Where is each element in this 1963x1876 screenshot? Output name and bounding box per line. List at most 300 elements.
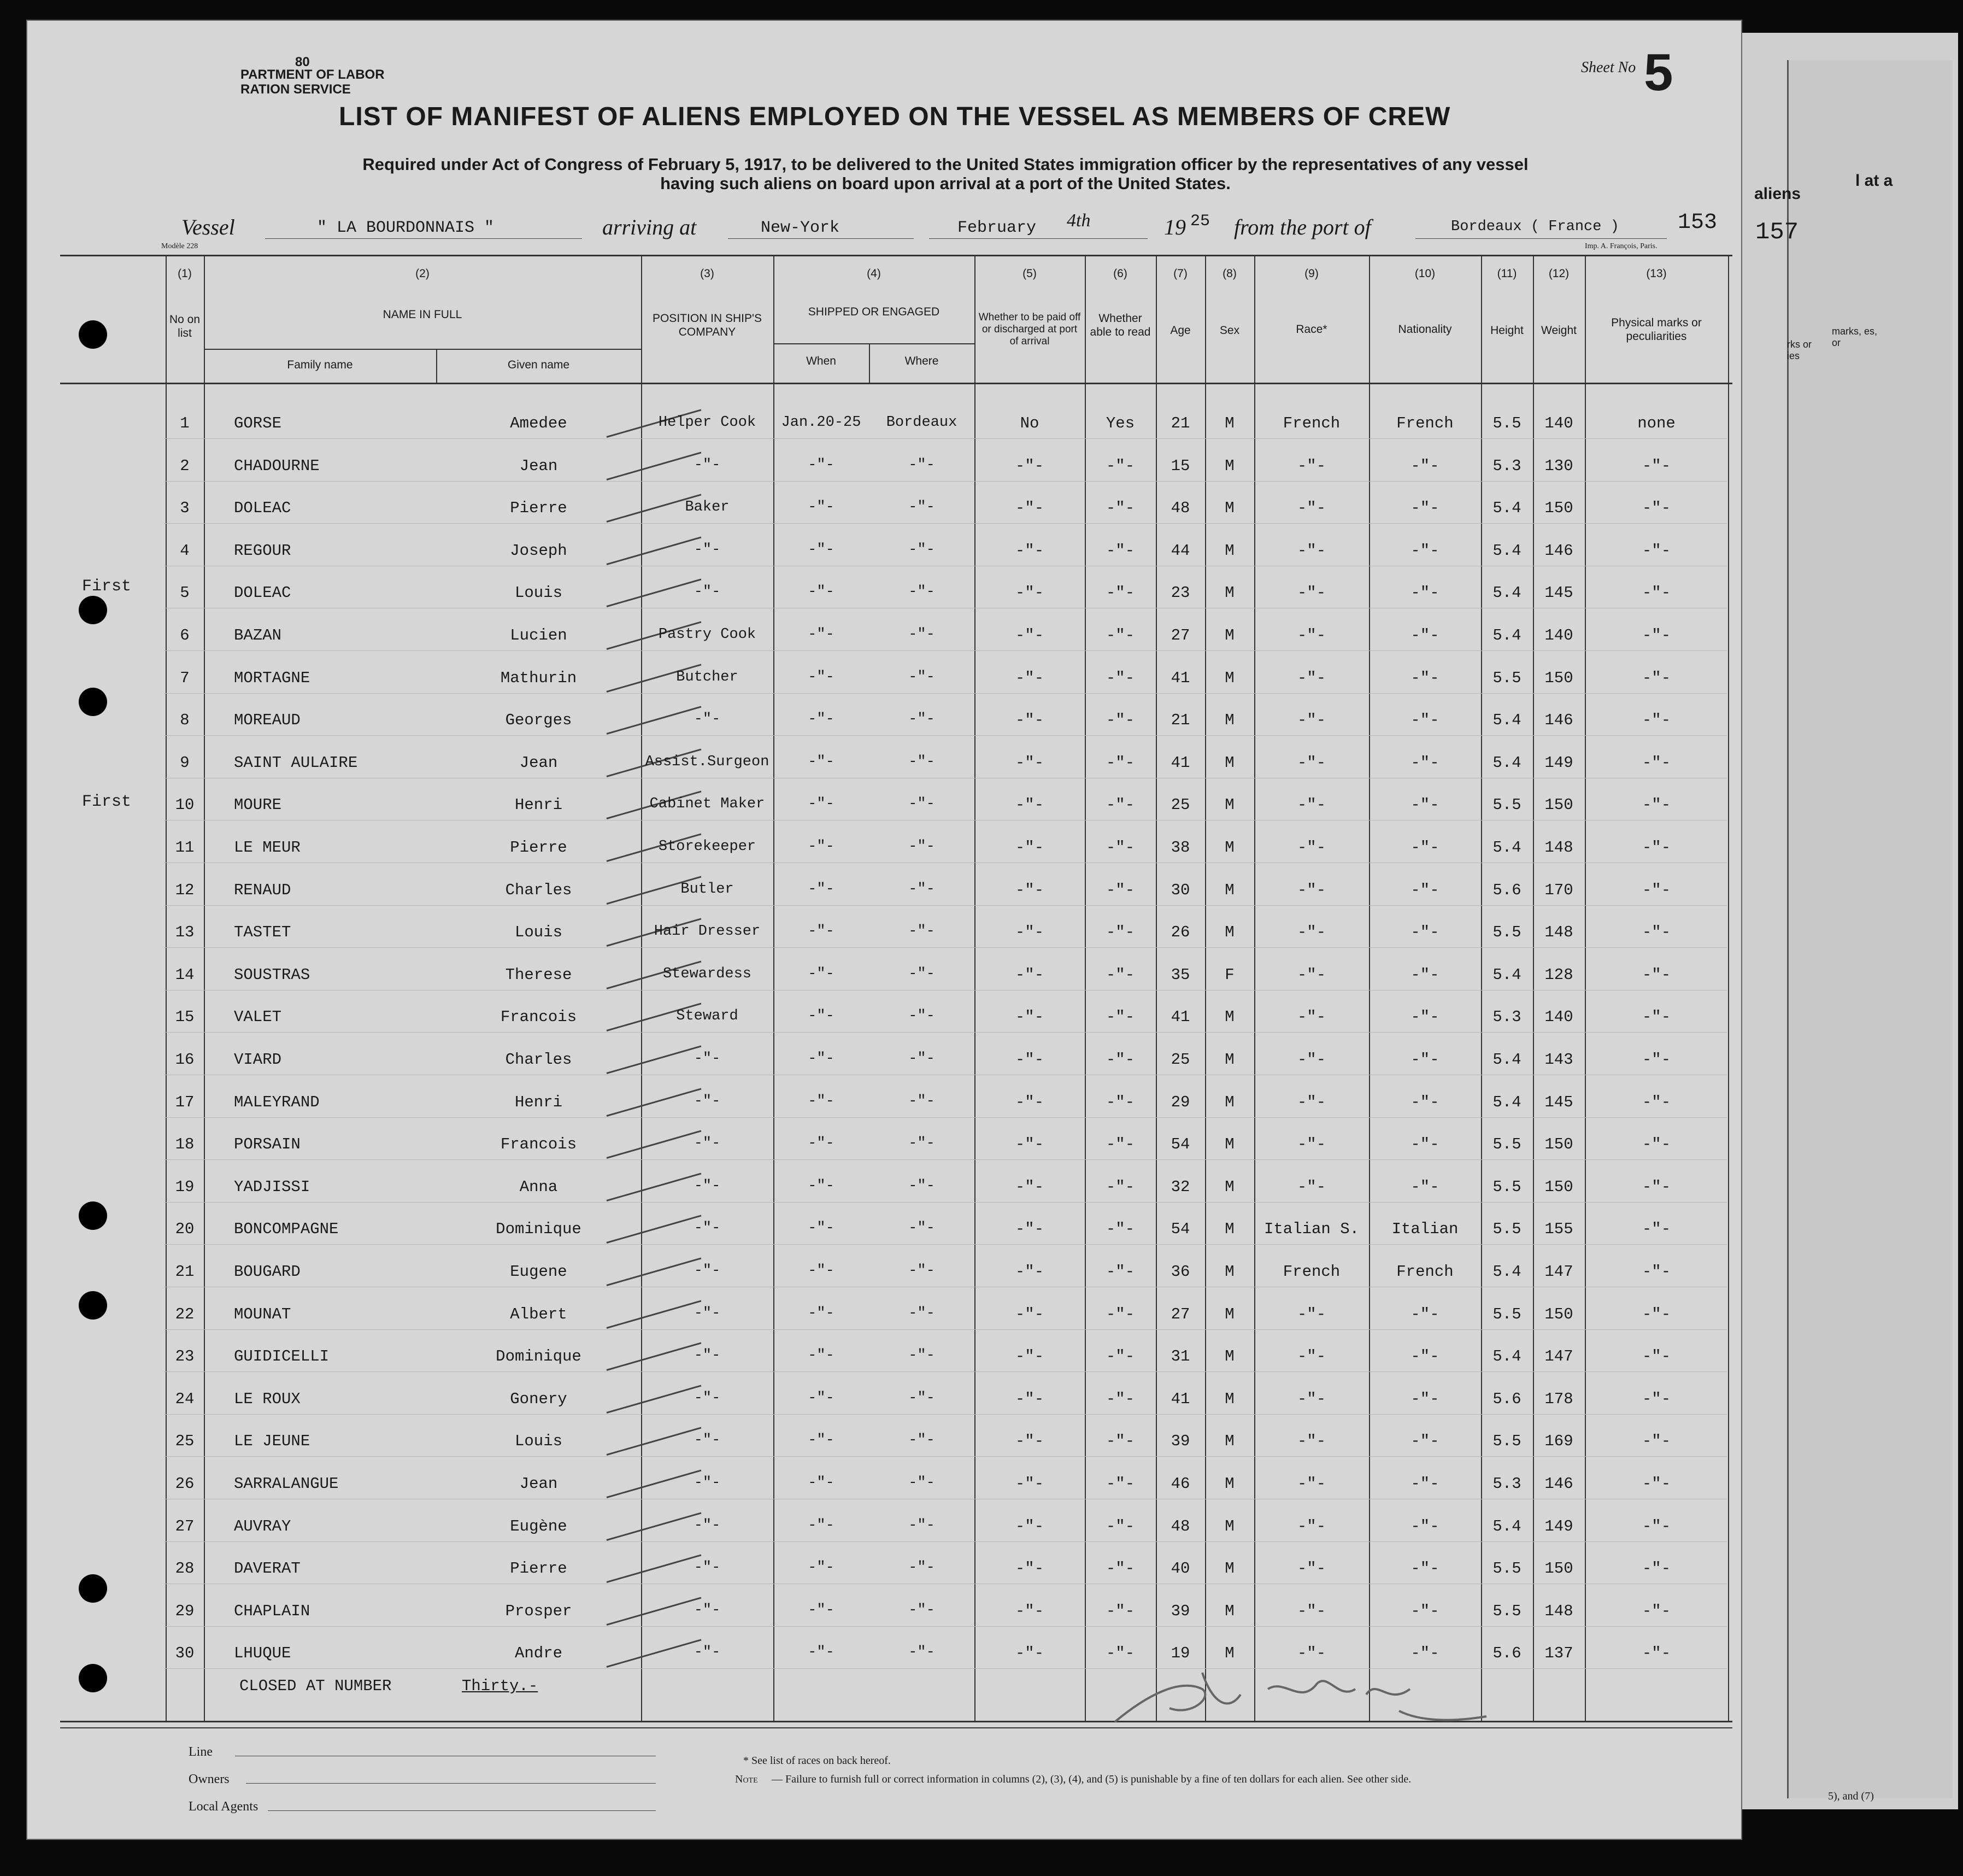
row-17-height: 5.4 [1492, 1093, 1521, 1111]
row-11-family: LE MEUR [234, 839, 301, 857]
row-14-no: 14 [175, 966, 195, 984]
row-12-age: 30 [1171, 881, 1190, 899]
row-13-family: TASTET [234, 923, 291, 941]
from-port-label: from the port of [1234, 215, 1371, 239]
row-9-marks: -"- [1642, 754, 1671, 772]
row-16-family: VIARD [234, 1051, 282, 1069]
row-30-family: LHUQUE [234, 1644, 291, 1662]
row-28-given: Pierre [510, 1560, 567, 1578]
row-21-given: Eugene [510, 1263, 567, 1281]
footer-owners-field [246, 1783, 656, 1784]
row-3-family: DOLEAC [234, 499, 291, 517]
row-27-no: 27 [175, 1517, 195, 1535]
row-ruling [164, 947, 1727, 948]
row-27-read: -"- [1106, 1517, 1135, 1535]
row-18-paid: -"- [1015, 1135, 1044, 1153]
row-1-read: Yes [1106, 414, 1135, 432]
row-14-position: Stewardess [662, 966, 752, 982]
row-24-where: -"- [908, 1390, 935, 1406]
row-20-sex: M [1225, 1220, 1235, 1238]
row-15-weight: 140 [1544, 1008, 1573, 1026]
row-16-where: -"- [908, 1051, 935, 1067]
row-25-marks: -"- [1642, 1432, 1671, 1450]
row-14-sex: F [1225, 966, 1235, 984]
row-9-paid: -"- [1015, 754, 1044, 772]
row-22-given: Albert [510, 1305, 567, 1323]
row-7-given: Mathurin [500, 669, 577, 687]
row-29-where: -"- [908, 1602, 935, 1619]
col5-label: Whether to be paid off or discharged at port of arrival [978, 312, 1081, 347]
row-1-given: Amedee [510, 414, 567, 432]
year-prefix: 19 [1164, 215, 1186, 239]
row-25-age: 39 [1171, 1432, 1190, 1450]
row-27-weight: 149 [1544, 1517, 1573, 1535]
subheader-line-names [204, 349, 641, 350]
row-15-read: -"- [1106, 1008, 1135, 1026]
row-10-sex: M [1225, 796, 1235, 814]
row-26-age: 46 [1171, 1475, 1190, 1493]
row-11-when: -"- [808, 839, 834, 855]
row-10-given: Henri [514, 796, 562, 814]
row-18-age: 54 [1171, 1135, 1190, 1153]
row-4-read: -"- [1106, 542, 1135, 560]
row-19-age: 32 [1171, 1178, 1190, 1196]
row-15-nationality: -"- [1410, 1008, 1439, 1026]
row-21-no: 21 [175, 1263, 195, 1281]
row-25-height: 5.5 [1492, 1432, 1521, 1450]
row-4-position: -"- [693, 542, 721, 558]
row-1-position: Helper Cook [658, 414, 756, 431]
vessel-name: " LA BOURDONNAIS " [317, 219, 495, 237]
row-25-family: LE JEUNE [234, 1432, 310, 1450]
row-27-position: -"- [693, 1517, 721, 1534]
row-11-given: Pierre [510, 839, 567, 857]
row-1-where: Bordeaux [886, 414, 957, 431]
note-text: — Failure to furnish full or correct information in columns (2), (3), (4), and (5) is punishable by a fine of ten dollars for each alien. See other side. [772, 1773, 1412, 1785]
row-16-position: -"- [693, 1051, 721, 1067]
row-27-given: Eugène [510, 1517, 567, 1535]
row-22-age: 27 [1171, 1305, 1190, 1323]
row-13-read: -"- [1106, 923, 1135, 941]
row-23-read: -"- [1106, 1347, 1135, 1365]
row-2-no: 2 [180, 457, 190, 475]
row-22-paid: -"- [1015, 1305, 1044, 1323]
row-12-race: -"- [1297, 881, 1326, 899]
row-18-marks: -"- [1642, 1135, 1671, 1153]
footer-agents-label: Local Agents [189, 1799, 258, 1814]
row-3-paid: -"- [1015, 499, 1044, 517]
row-15-given: Francois [500, 1008, 577, 1026]
row-ruling [164, 1032, 1727, 1033]
row-16-no: 16 [175, 1051, 195, 1069]
row-14-paid: -"- [1015, 966, 1044, 984]
row-6-height: 5.4 [1492, 626, 1521, 644]
row-2-given: Jean [519, 457, 558, 475]
signature-scrawl [1104, 1656, 1530, 1733]
row-1-height: 5.5 [1492, 414, 1521, 432]
row-21-nationality: French [1396, 1263, 1454, 1281]
row-6-paid: -"- [1015, 626, 1044, 644]
from-port-underline [1415, 238, 1667, 239]
row-ruling [164, 905, 1727, 906]
row-16-height: 5.4 [1492, 1051, 1521, 1069]
row-21-age: 36 [1171, 1263, 1190, 1281]
row-17-nationality: -"- [1410, 1093, 1439, 1111]
row-2-sex: M [1225, 457, 1235, 475]
row-ruling [164, 1414, 1727, 1415]
row-24-when: -"- [808, 1390, 834, 1406]
row-24-height: 5.6 [1492, 1390, 1521, 1408]
row-13-where: -"- [908, 923, 935, 940]
row-24-marks: -"- [1642, 1390, 1671, 1408]
col8-label: Sex [1219, 324, 1240, 337]
row-16-marks: -"- [1642, 1051, 1671, 1069]
row-20-given: Dominique [496, 1220, 581, 1238]
row-11-where: -"- [908, 839, 935, 855]
margin-note-first: First [82, 577, 132, 596]
form-number: 80 [295, 55, 310, 69]
row-10-weight: 150 [1544, 796, 1573, 814]
row-25-race: -"- [1297, 1432, 1326, 1450]
row-24-given: Gonery [510, 1390, 567, 1408]
row-10-nationality: -"- [1410, 796, 1439, 814]
row-27-when: -"- [808, 1517, 834, 1534]
row-5-height: 5.4 [1492, 584, 1521, 602]
row-19-when: -"- [808, 1178, 834, 1194]
row-9-no: 9 [180, 754, 190, 772]
row-22-nationality: -"- [1410, 1305, 1439, 1323]
row-28-age: 40 [1171, 1560, 1190, 1578]
row-9-where: -"- [908, 754, 935, 770]
closed-at-value: Thirty.- [462, 1677, 538, 1695]
row-1-paid: No [1020, 414, 1039, 432]
row-15-paid: -"- [1015, 1008, 1044, 1026]
row-6-where: -"- [908, 626, 935, 643]
row-23-marks: -"- [1642, 1347, 1671, 1365]
row-8-family: MOREAUD [234, 711, 301, 729]
row-17-weight: 145 [1544, 1093, 1573, 1111]
row-28-marks: -"- [1642, 1560, 1671, 1578]
row-23-nationality: -"- [1410, 1347, 1439, 1365]
row-29-age: 39 [1171, 1602, 1190, 1620]
row-13-paid: -"- [1015, 923, 1044, 941]
col9-label: Race* [1296, 323, 1327, 336]
row-17-when: -"- [808, 1093, 834, 1110]
row-12-sex: M [1225, 881, 1235, 899]
row-ruling [164, 1159, 1727, 1160]
row-19-weight: 150 [1544, 1178, 1573, 1196]
row-24-nationality: -"- [1410, 1390, 1439, 1408]
row-23-given: Dominique [496, 1347, 581, 1365]
row-29-paid: -"- [1015, 1602, 1044, 1620]
row-ruling [164, 1371, 1727, 1372]
col3-label: POSITION IN SHIP'S COMPANY [652, 312, 762, 338]
row-ruling [164, 523, 1727, 524]
row-9-nationality: -"- [1410, 754, 1439, 772]
row-7-read: -"- [1106, 669, 1135, 687]
row-10-no: 10 [175, 796, 195, 814]
row-23-weight: 147 [1544, 1347, 1573, 1365]
subtitle-line-1: Required under Act of Congress of February 5, 1917, to be delivered to the United States immigration officer by the representatives of any vessel [362, 155, 1529, 174]
row-20-paid: -"- [1015, 1220, 1044, 1238]
row-16-when: -"- [808, 1051, 834, 1067]
row-10-paid: -"- [1015, 796, 1044, 814]
row-6-race: -"- [1297, 626, 1326, 644]
row-6-nationality: -"- [1410, 626, 1439, 644]
row-22-weight: 150 [1544, 1305, 1573, 1323]
row-ruling [164, 1329, 1727, 1330]
col10-number: (10) [1414, 267, 1436, 280]
row-26-weight: 146 [1544, 1475, 1573, 1493]
col4-where-label: Where [904, 355, 939, 367]
col-divider [641, 255, 642, 1721]
row-20-position: -"- [693, 1220, 721, 1236]
row-13-race: -"- [1297, 923, 1326, 941]
col6-number: (6) [1113, 267, 1127, 280]
row-30-nationality: -"- [1410, 1644, 1439, 1662]
row-16-paid: -"- [1015, 1051, 1044, 1069]
row-13-age: 26 [1171, 923, 1190, 941]
row-ruling [164, 1626, 1727, 1627]
row-28-paid: -"- [1015, 1560, 1044, 1578]
row-19-given: Anna [519, 1178, 558, 1196]
row-26-family: SARRALANGUE [234, 1475, 339, 1493]
row-28-nationality: -"- [1410, 1560, 1439, 1578]
page-number: 153 [1678, 210, 1718, 235]
row-16-nationality: -"- [1410, 1051, 1439, 1069]
row-12-paid: -"- [1015, 881, 1044, 899]
footer-agents-field [268, 1810, 656, 1811]
row-15-when: -"- [808, 1008, 834, 1024]
row-5-nationality: -"- [1410, 584, 1439, 602]
row-12-family: RENAUD [234, 881, 291, 899]
row-6-sex: M [1225, 626, 1235, 644]
printer-note: Imp. A. François, Paris. [1585, 242, 1658, 250]
row-29-marks: -"- [1642, 1602, 1671, 1620]
row-24-race: -"- [1297, 1390, 1326, 1408]
row-ruling [164, 438, 1727, 439]
row-17-age: 29 [1171, 1093, 1190, 1111]
row-21-race: French [1283, 1263, 1341, 1281]
row-20-marks: -"- [1642, 1220, 1671, 1238]
row-28-race: -"- [1297, 1560, 1326, 1578]
row-19-height: 5.5 [1492, 1178, 1521, 1196]
row-21-paid: -"- [1015, 1263, 1044, 1281]
row-11-read: -"- [1106, 839, 1135, 857]
row-13-height: 5.5 [1492, 923, 1521, 941]
row-12-marks: -"- [1642, 881, 1671, 899]
row-3-no: 3 [180, 499, 190, 517]
row-15-where: -"- [908, 1008, 935, 1024]
row-8-where: -"- [908, 711, 935, 728]
row-5-no: 5 [180, 584, 190, 602]
row-13-position: Hair Dresser [654, 923, 761, 940]
row-9-height: 5.4 [1492, 754, 1521, 772]
row-23-sex: M [1225, 1347, 1235, 1365]
row-5-age: 23 [1171, 584, 1190, 602]
row-11-race: -"- [1297, 839, 1326, 857]
row-4-given: Joseph [510, 542, 567, 560]
row-20-age: 54 [1171, 1220, 1190, 1238]
row-29-height: 5.5 [1492, 1602, 1521, 1620]
row-22-race: -"- [1297, 1305, 1326, 1323]
col7-number: (7) [1173, 267, 1188, 280]
row-3-where: -"- [908, 499, 935, 515]
row-14-where: -"- [908, 966, 935, 982]
col11-label: Height [1490, 324, 1524, 337]
col-divider [773, 255, 774, 1721]
row-11-age: 38 [1171, 839, 1190, 857]
row-10-read: -"- [1106, 796, 1135, 814]
col4-when-label: When [806, 355, 836, 367]
row-12-no: 12 [175, 881, 195, 899]
col4-label: SHIPPED OR ENGAGED [808, 306, 940, 318]
row-18-race: -"- [1297, 1135, 1326, 1153]
col4-number: (4) [867, 267, 881, 280]
punch-hole [79, 596, 107, 624]
row-10-position: Cabinet Maker [649, 796, 765, 812]
row-26-given: Jean [519, 1475, 558, 1493]
row-9-read: -"- [1106, 754, 1135, 772]
row-26-sex: M [1225, 1475, 1235, 1493]
row-30-position: -"- [693, 1644, 721, 1661]
row-22-height: 5.5 [1492, 1305, 1521, 1323]
row-27-sex: M [1225, 1517, 1235, 1535]
row-18-no: 18 [175, 1135, 195, 1153]
row-23-when: -"- [808, 1347, 834, 1364]
row-26-read: -"- [1106, 1475, 1135, 1493]
department-name: PARTMENT OF LABOR [240, 67, 385, 82]
row-4-race: -"- [1297, 542, 1326, 560]
row-30-age: 19 [1171, 1644, 1190, 1662]
row-5-read: -"- [1106, 584, 1135, 602]
row-8-position: -"- [693, 711, 721, 728]
row-4-height: 5.4 [1492, 542, 1521, 560]
row-16-age: 25 [1171, 1051, 1190, 1069]
row-26-where: -"- [908, 1475, 935, 1491]
row-3-position: Baker [685, 499, 730, 515]
row-ruling [164, 1202, 1727, 1203]
back-sheet-2 [1787, 60, 1953, 1798]
row-2-where: -"- [908, 457, 935, 473]
row-27-race: -"- [1297, 1517, 1326, 1535]
row-30-paid: -"- [1015, 1644, 1044, 1662]
row-16-sex: M [1225, 1051, 1235, 1069]
row-19-family: YADJISSI [234, 1178, 310, 1196]
row-11-position: Storekeeper [658, 839, 756, 855]
row-18-nationality: -"- [1410, 1135, 1439, 1153]
row-19-race: -"- [1297, 1178, 1326, 1196]
row-28-weight: 150 [1544, 1560, 1573, 1578]
row-14-read: -"- [1106, 966, 1135, 984]
row-10-age: 25 [1171, 796, 1190, 814]
row-ruling [164, 1244, 1727, 1245]
row-30-read: -"- [1106, 1644, 1135, 1662]
row-27-height: 5.4 [1492, 1517, 1521, 1535]
row-17-where: -"- [908, 1093, 935, 1110]
col12-number: (12) [1548, 267, 1570, 280]
row-1-age: 21 [1171, 414, 1190, 432]
row-28-when: -"- [808, 1560, 834, 1576]
punch-hole [79, 320, 107, 349]
row-10-marks: -"- [1642, 796, 1671, 814]
row-4-age: 44 [1171, 542, 1190, 560]
row-2-paid: -"- [1015, 457, 1044, 475]
row-23-height: 5.4 [1492, 1347, 1521, 1365]
vessel-underline [265, 238, 582, 239]
row-ruling [164, 650, 1727, 651]
year-suffix: 25 [1190, 212, 1210, 231]
back-aliens-fragment: aliens [1754, 185, 1801, 203]
row-19-sex: M [1225, 1178, 1235, 1196]
row-18-where: -"- [908, 1135, 935, 1152]
row-15-family: VALET [234, 1008, 282, 1026]
row-4-weight: 146 [1544, 542, 1573, 560]
closed-at-label: CLOSED AT NUMBER [239, 1677, 392, 1695]
row-15-height: 5.3 [1492, 1008, 1521, 1026]
row-14-nationality: -"- [1410, 966, 1439, 984]
row-7-when: -"- [808, 669, 834, 685]
row-22-marks: -"- [1642, 1305, 1671, 1323]
row-10-when: -"- [808, 796, 834, 812]
row-14-family: SOUSTRAS [234, 966, 310, 984]
col2-label: NAME IN FULL [383, 308, 462, 321]
footer-line-label: Line [189, 1745, 213, 1759]
row-7-where: -"- [908, 669, 935, 685]
row-21-height: 5.4 [1492, 1263, 1521, 1281]
row-1-nationality: French [1396, 414, 1454, 432]
back-marks-fragment: marks, es, or [1832, 326, 1878, 348]
row-22-where: -"- [908, 1305, 935, 1322]
row-25-when: -"- [808, 1432, 834, 1449]
row-6-marks: -"- [1642, 626, 1671, 644]
row-15-sex: M [1225, 1008, 1235, 1026]
row-27-paid: -"- [1015, 1517, 1044, 1535]
back-at-fragment: l at a [1855, 172, 1893, 190]
row-12-when: -"- [808, 881, 834, 898]
footer-owners-label: Owners [189, 1772, 230, 1786]
col7-label: Age [1170, 324, 1191, 337]
arrival-month: February [957, 219, 1037, 237]
row-10-where: -"- [908, 796, 935, 812]
col3-number: (3) [700, 267, 714, 280]
back-cols-fragment: 5), and (7) [1828, 1790, 1874, 1802]
row-13-weight: 148 [1544, 923, 1573, 941]
col5-number: (5) [1022, 267, 1037, 280]
row-8-nationality: -"- [1410, 711, 1439, 729]
row-24-age: 41 [1171, 1390, 1190, 1408]
row-ruling [164, 735, 1727, 736]
row-6-given: Lucien [510, 626, 567, 644]
row-6-family: BAZAN [234, 626, 282, 644]
row-29-position: -"- [693, 1602, 721, 1619]
row-18-sex: M [1225, 1135, 1235, 1153]
row-21-read: -"- [1106, 1263, 1135, 1281]
row-5-marks: -"- [1642, 584, 1671, 602]
row-2-read: -"- [1106, 457, 1135, 475]
row-30-no: 30 [175, 1644, 195, 1662]
row-ruling [164, 1456, 1727, 1457]
row-2-position: -"- [693, 457, 721, 473]
row-20-read: -"- [1106, 1220, 1135, 1238]
row-6-no: 6 [180, 626, 190, 644]
row-23-where: -"- [908, 1347, 935, 1364]
row-8-height: 5.4 [1492, 711, 1521, 729]
row-3-nationality: -"- [1410, 499, 1439, 517]
row-25-position: -"- [693, 1432, 721, 1449]
row-25-given: Louis [514, 1432, 562, 1450]
row-3-read: -"- [1106, 499, 1135, 517]
